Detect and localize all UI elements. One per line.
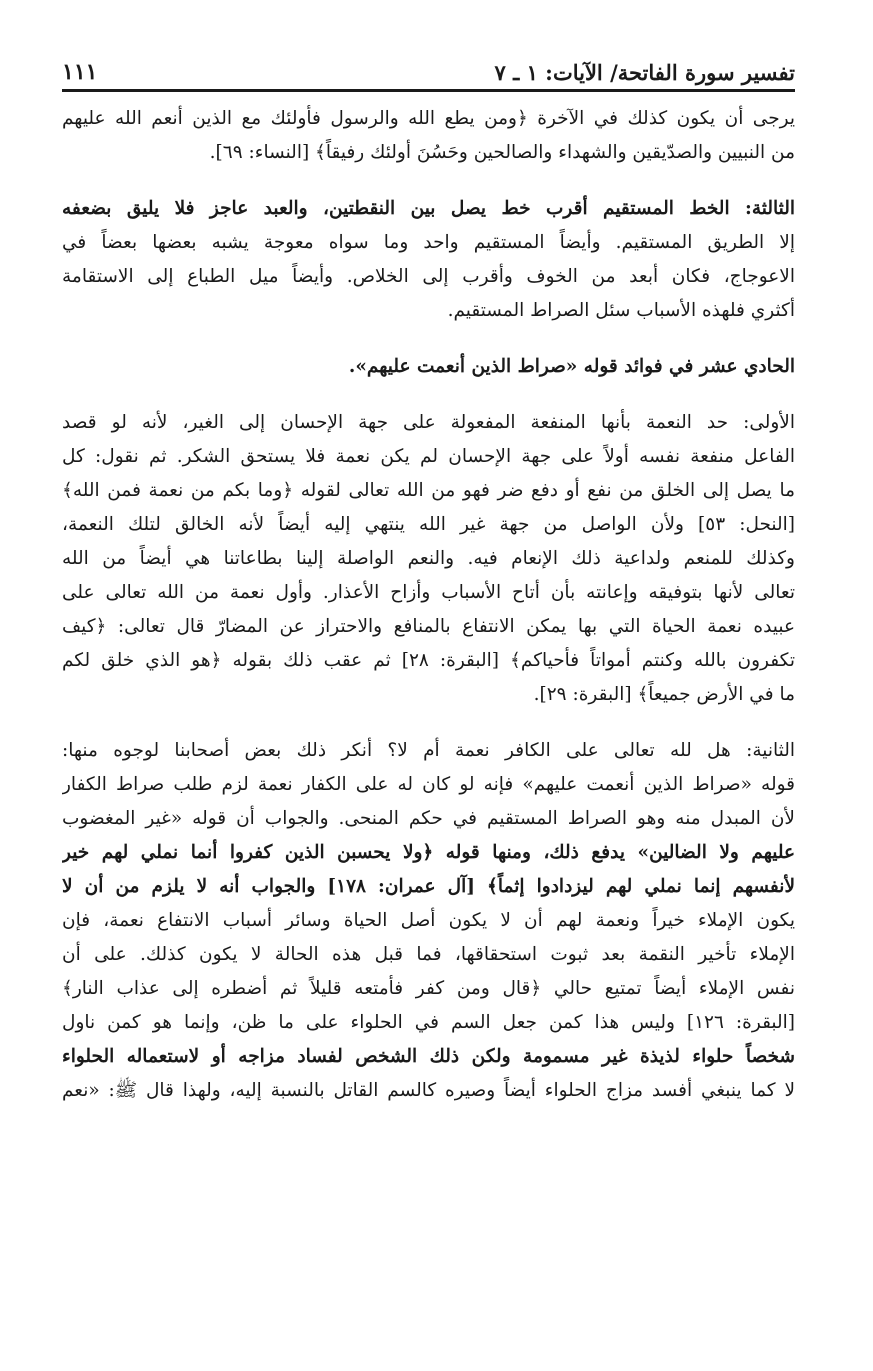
text-line: ما يصل إلى الخلق من نفع أو دفع ضر فهو من الله تعالى لقوله ﴿وما بكم من نعمة فمن الله﴾ xyxy=(62,480,795,501)
text-line: [البقرة: ١٢٦] وليس هذا كمن جعل السم في الحلواء على ما ظن، وإنما هو كمن ناول xyxy=(62,1012,795,1033)
text-line: ما في الأرض جميعاً﴾ [البقرة: ٢٩]. xyxy=(533,684,795,705)
text-line: عبيده نعمة الحياة التي بها يمكن الانتفاع بالمنافع والاحتراز عن المضارّ قال تعالى: ﴿كيف xyxy=(62,616,795,637)
text-line: الفاعل منفعة نفسه أولاً على جهة الإحسان لم يكن نعمة فلا يستحق الشكر. ثم نقول: كل xyxy=(62,446,795,467)
running-title: تفسير سورة الفاتحة/ الآيات: ١ ـ ٧ xyxy=(494,60,795,85)
paragraph xyxy=(62,192,795,328)
text-line: وكذلك للمنعم ولداعية ذلك الإنعام فيه. والنعم الواصلة إلينا بطاعاتنا هي أيضاً من الله xyxy=(62,548,795,569)
text-line: شخصاً حلواء لذيذة غير مسمومة ولكن ذلك الشخص لفساد مزاجه أو لاستعماله الحلواء xyxy=(62,1046,795,1067)
text-line: يكون الإملاء خيراً ونعمة لهم أن لا يكون أصل الحياة وسائر أسباب الانتفاع نعمة، فإن xyxy=(62,910,795,931)
text-line: لأنفسهم إنما نملي لهم ليزدادوا إثماً﴾ [آل عمران: ١٧٨] والجواب أنه لا يلزم من أن لا xyxy=(62,876,795,897)
text-line: عليهم ولا الضالين» يدفع ذلك، ومنها قوله ﴿ولا يحسبن الذين كفروا أنما نملي لهم خير xyxy=(62,842,795,863)
text-line: [النحل: ٥٣] ولأن الواصل من جهة غير الله ينتهي إليه أيضاً لأنه الخالق لتلك النعمة، xyxy=(62,514,795,535)
text-line: لا كما ينبغي أفسد مزاج الحلواء أيضاً وصيره كالسم القاتل بالنسبة إليه، ولهذا قال ﷺ: «نعم xyxy=(62,1080,795,1101)
text-line: يرجى أن يكون كذلك في الآخرة ﴿ومن يطع الله والرسول فأولئك مع الذين أنعم الله عليهم xyxy=(62,108,795,129)
text-line: الإملاء تأخير النقمة بعد ثبوت استحقاقها، فما قبل هذه الحالة لا يكون كذلك. على أن xyxy=(62,944,795,965)
section-heading xyxy=(62,350,795,384)
text-line: الحادي عشر في فوائد قوله «صراط الذين أنعمت عليهم». xyxy=(348,356,795,377)
page-number: ١١١ xyxy=(62,59,98,85)
paragraph xyxy=(62,102,795,170)
text-line: أكثري فلهذه الأسباب سئل الصراط المستقيم. xyxy=(447,300,795,321)
text-line: قوله «صراط الذين أنعمت عليهم» فإنه لو كان له على الكفار نعمة لزم طلب صراط الكفار xyxy=(62,774,795,795)
text-line: تعالى لأنها بتوفيقه وإعانته بأن أتاح الأسباب وأزاح الأعذار. وأول نعمة من الله تعالى على xyxy=(62,582,795,603)
text-line: الأولى: حد النعمة بأنها المنفعة المفعولة على جهة الإحسان إلى الغير، لأنه لو قصد xyxy=(62,412,795,433)
text-line: لأن المبدل منه وهو الصراط المستقيم في حكم المنحى. والجواب أن قوله «غير المغضوب xyxy=(62,808,795,829)
text-line: تكفرون بالله وكنتم أمواتاً فأحياكم﴾ [البقرة: ٢٨] ثم عقب ذلك بقوله ﴿هو الذي خلق لكم xyxy=(62,650,795,671)
paragraph xyxy=(62,734,795,1108)
body-text xyxy=(62,102,795,1108)
text-line: إلا الطريق المستقيم. وأيضاً المستقيم واحد وما سواه معوجة يشبه بعضها بعضاً في xyxy=(62,232,795,253)
page-header xyxy=(62,48,795,92)
text-line: الثالثة: الخط المستقيم أقرب خط يصل بين النقطتين، والعبد عاجز فلا يليق بضعفه xyxy=(62,198,795,219)
text-line: الاعوجاج، فكان أبعد من الخوف وأقرب إلى الخلاص. وأيضاً ميل الطباع إلى الاستقامة xyxy=(62,266,795,287)
text-line: نفس الإملاء أيضاً تمتيع حالي ﴿قال ومن كفر فأمتعه قليلاً ثم أضطره إلى عذاب النار﴾ xyxy=(62,978,795,999)
text-line: الثانية: هل لله تعالى على الكافر نعمة أم لا؟ أنكر ذلك بعض أصحابنا لوجوه منها: xyxy=(62,740,795,761)
text-line: من النبيين والصدّيقين والشهداء والصالحين وحَسُنَ أولئك رفيقاً﴾ [النساء: ٦٩]. xyxy=(209,142,795,163)
paragraph xyxy=(62,406,795,712)
